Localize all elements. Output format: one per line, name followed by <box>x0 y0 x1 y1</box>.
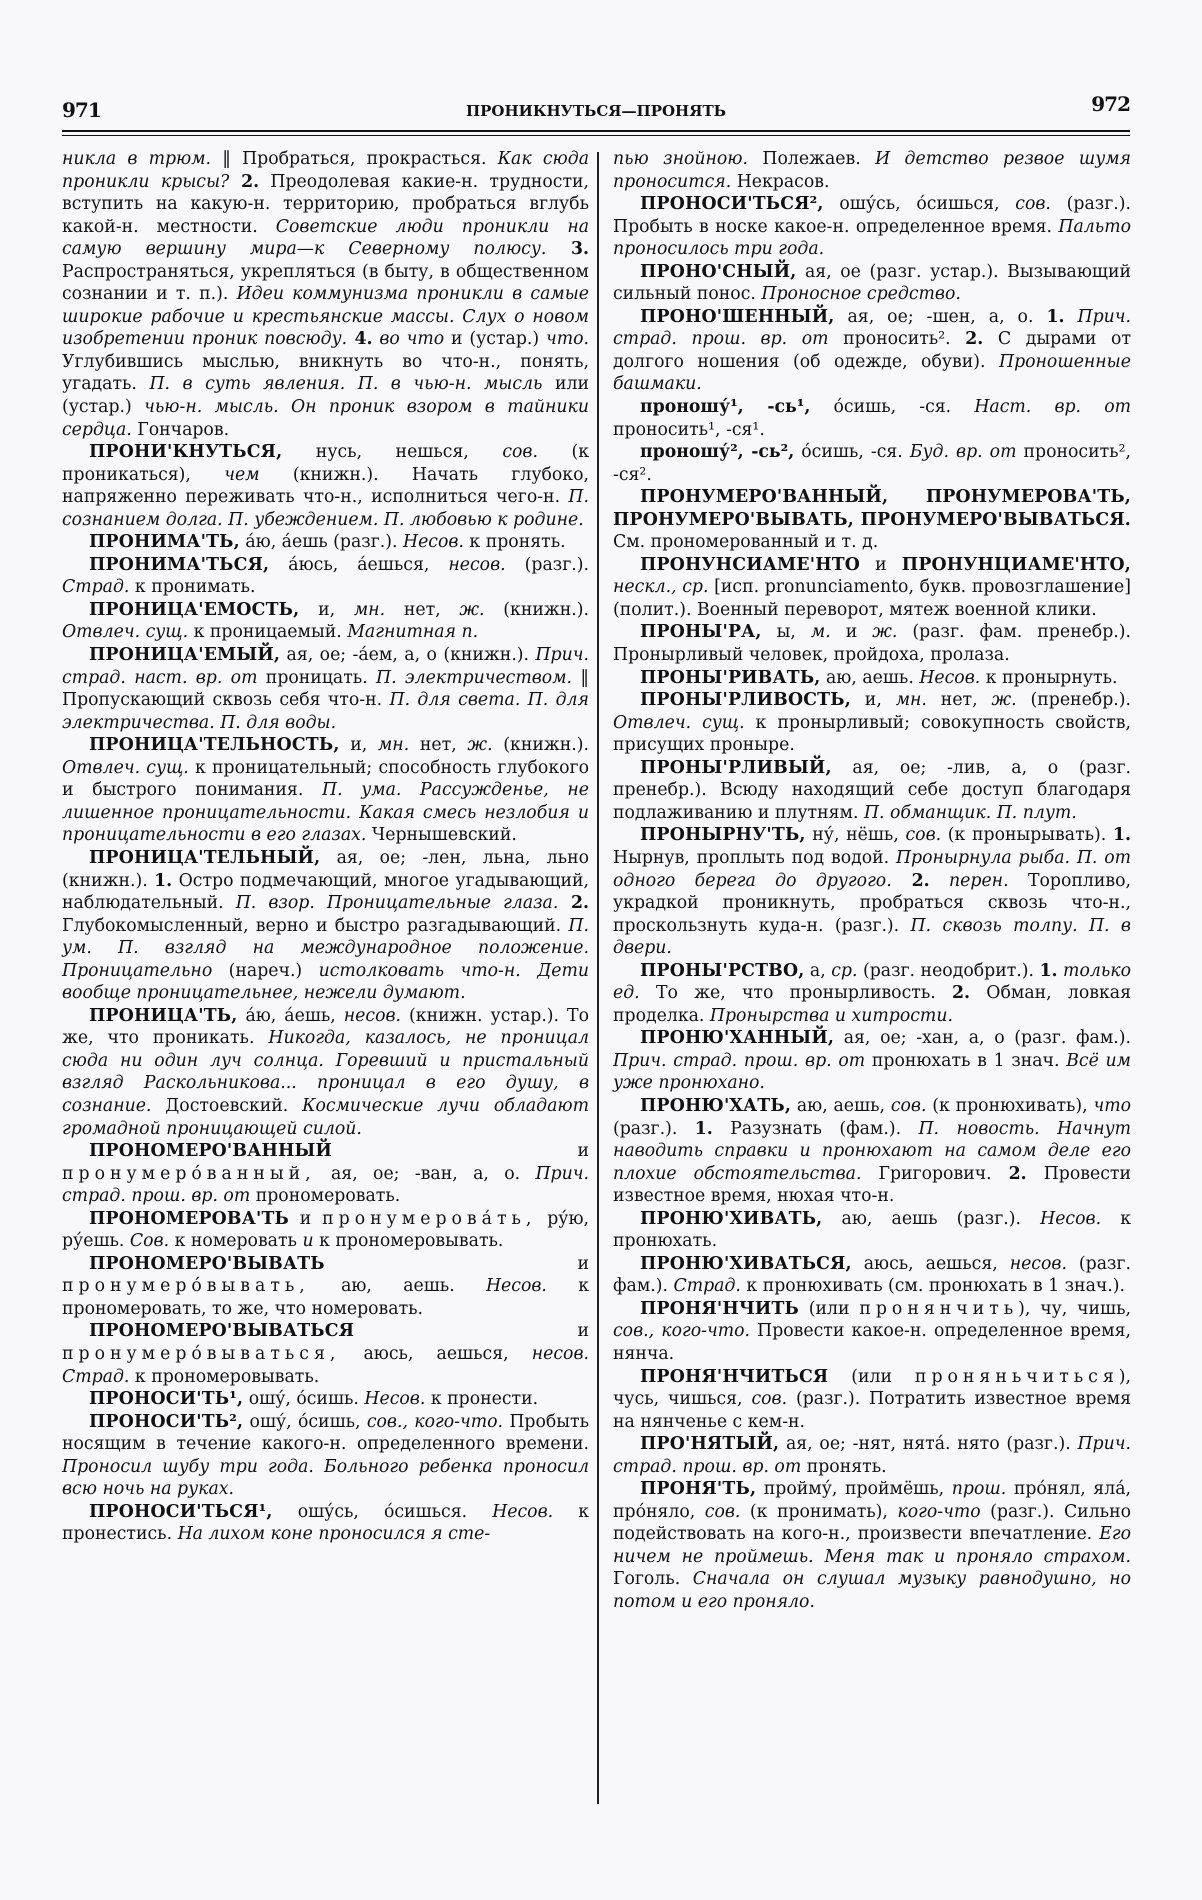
entry-text: прономеровать. <box>250 1186 401 1207</box>
headword: ПРОНУНСИАМЕ'НТО <box>640 554 861 575</box>
headword: ПРОНЫ'РЛИВЫЙ, <box>640 757 832 778</box>
dictionary-entry <box>613 621 1131 666</box>
entry-text: к проницаемый. <box>188 622 348 643</box>
entry-text: Глубокомысленный, верно и быстро разгадывающий. <box>62 915 569 936</box>
entry-text: к прономеровать, то же, что номеровать. <box>62 1276 590 1319</box>
dictionary-entry <box>62 1411 589 1501</box>
bold-text: 2. <box>558 893 589 914</box>
italic-text: Отвлеч. сущ. <box>62 757 189 778</box>
headword: ПРОНЯ'НЧИТЬ <box>640 1298 799 1319</box>
italic-text: сов. <box>890 1095 927 1116</box>
entry-text: ошу́сь, о́сишься, <box>823 194 1016 215</box>
page-number-right: 972 <box>1091 92 1130 116</box>
dictionary-entry <box>613 193 1131 261</box>
entry-text: (книжн.). Начать глубоко, напряженно переживать что-н., исполниться чего-н. <box>62 464 589 508</box>
entry-text: (к проникаться), <box>62 442 589 485</box>
entry-text: (разг.). Потратить известное время на нянченье с кем-н. <box>613 1389 1132 1432</box>
dictionary-entry <box>62 1320 589 1388</box>
headword: ПРОНОМЕРО'ВЫВАТЬ <box>89 1253 325 1274</box>
left-column <box>62 148 589 1546</box>
entry-text: Преодолевая какие-н. трудности, вступить на какую-н. территорию, пробраться вглубь какой-н. местности. <box>62 171 590 237</box>
entry-text: пронюхать в 1 знач. <box>865 1050 1067 1071</box>
entry-text: Полежаев. <box>747 149 876 169</box>
entry-text: (книжн.). <box>484 599 590 620</box>
headword: ПРОНО'ШЕННЫЙ, <box>640 306 835 327</box>
entry-text: нет, <box>385 599 460 620</box>
entry-text: ая, ое; -лен, льна, льно (книжн.). <box>62 847 589 891</box>
italic-text: сов., кого-что. <box>613 1321 750 1342</box>
italic-text: И детство резвое шумя проносится. <box>613 149 1131 192</box>
headword: ПРОНИ'КНУТЬСЯ, <box>89 442 283 463</box>
italic-text: Несов. <box>492 1501 554 1522</box>
running-head: ПРОНИКНУТЬСЯ—ПРОНЯТЬ <box>465 102 726 120</box>
dictionary-entry <box>613 1366 1131 1434</box>
italic-text: никла в трюм. <box>62 149 212 169</box>
italic-text: Прич. страд. прош. вр. от <box>613 1434 1131 1477</box>
spaced-variant: проняньчиться <box>914 1366 1119 1387</box>
italic-text: истолковать что-н. Дети вообще проницательнее, нежели думают. <box>62 960 589 1004</box>
dictionary-entry <box>62 644 589 734</box>
headword: ПРОНЯ'ТЬ, <box>640 1479 757 1500</box>
italic-text: Сов. <box>129 1231 170 1252</box>
italic-text: Несов. <box>919 667 981 688</box>
headword: ПРОНЮ'ХИВАТЬСЯ, <box>640 1253 852 1274</box>
entry-text: Провести какое-н. определенное время, нянча. <box>613 1321 1131 1364</box>
entry-text: То же, что пронырливость. <box>639 983 952 1004</box>
entry-text: проницать. <box>257 667 377 688</box>
dictionary-entry <box>613 689 1131 757</box>
entry-text: ая, ое (разг. устар.). Вызывающий сильный понос. <box>613 261 1131 305</box>
headword: ПРОНИМА'ТЬ, <box>89 532 240 553</box>
italic-text: сов. <box>751 1389 788 1410</box>
italic-text: Отвлеч. сущ. <box>62 622 189 643</box>
entry-text: и, <box>850 690 896 711</box>
headword: ПРОНЫ'РА, <box>640 622 762 643</box>
entry-text: о́сишь, -ся. <box>810 397 975 418</box>
italic-text: чем <box>224 464 260 485</box>
entry-text: аюсь, аешься, <box>340 1343 532 1364</box>
dictionary-entry <box>613 441 1131 486</box>
entry-text: и, <box>299 599 354 620</box>
entry-text: (разг. фам. пренебр.). Пронырливый человек, пройдоха, пролаза. <box>613 622 1132 666</box>
headword: ПРОНОСИ'ТЬ², <box>89 1411 244 1432</box>
dictionary-entry <box>62 1140 589 1208</box>
italic-text: Несов. <box>1040 1208 1102 1229</box>
italic-text: только ед. <box>613 960 1131 1004</box>
entry-text: ошу́сь, о́сишься. <box>272 1501 493 1522</box>
italic-text: П. для света. П. для электричества. П. для воды. <box>62 690 590 733</box>
headword: ПРОНИМА'ТЬСЯ, <box>89 554 270 575</box>
italic-text: и <box>302 1231 314 1252</box>
entry-text: (разг.). Сильно подействовать на кого-н., произвести впечатление. <box>613 1501 1131 1545</box>
italic-text: Никогда, казалось, не проницал сюда ни один луч солнца. Горевший и пристальный взгляд Раскольникова... проницал в его душу, в сознание. <box>62 1028 590 1116</box>
dictionary-entry <box>62 1208 589 1253</box>
entry-text: а́ю, а́ешь (разг.). <box>239 532 403 553</box>
entry-text: к прономеровывать. <box>313 1231 504 1252</box>
italic-text: П. взор. Проницательные глаза. <box>235 893 559 914</box>
italic-text: Буд. вр. от <box>909 442 1017 463</box>
italic-text: ж. <box>991 690 1017 711</box>
entry-text: проносить². <box>828 329 966 350</box>
entry-text: ‖ Пропускающий сквозь себя что-н. <box>62 667 589 711</box>
headword: ПРОНЫ'РСТВО, <box>640 960 805 981</box>
headword: ПРОНО'СНЫЙ, <box>640 261 797 282</box>
entry-text: аю, аешь. <box>309 1276 486 1297</box>
dictionary-entry <box>613 306 1131 396</box>
dictionary-entry <box>62 1388 589 1411</box>
dictionary-entry <box>613 667 1131 690</box>
dictionary-entry <box>62 1005 589 1140</box>
entry-text: к пронюхивать (см. пронюхать в 1 знач.). <box>740 1276 1126 1297</box>
entry-text: к пронестись. <box>62 1501 589 1545</box>
italic-text: пью знойною. <box>613 149 748 169</box>
headword: ПРОНЫ'РИВАТЬ, <box>640 667 821 688</box>
entry-text: про́нял, яла́, про́няло, <box>613 1479 1131 1522</box>
bold-text: 3. <box>546 239 589 260</box>
entry-text: а, <box>804 960 832 981</box>
dictionary-entry <box>62 1501 589 1546</box>
entry-text: и <box>354 1321 589 1342</box>
dictionary-entry <box>62 441 589 531</box>
italic-text: Пронырства и хитрости. <box>709 1005 953 1026</box>
headword: ПРОНУНЦИАМЕ'НТО, <box>901 554 1131 575</box>
italic-text: П. обманщик. П. плут. <box>863 802 1077 823</box>
entry-text: (разг.). <box>613 1118 695 1139</box>
entry-text: (разг.). <box>505 554 589 575</box>
entry-text: С дырами от долгого ношения (об одежде, обуви). <box>613 329 1131 372</box>
dictionary-entry <box>613 1095 1131 1208</box>
entry-text: или (устар.) <box>62 374 589 418</box>
italic-text: сов. <box>1015 194 1051 215</box>
italic-text: Космические лучи обладают громадной проницающей силой. <box>62 1095 589 1139</box>
headword: ПРОНИЦА'ТЕЛЬНЫЙ, <box>89 847 321 868</box>
entry-text: ), чусь, чишься, <box>613 1366 1131 1410</box>
dictionary-entry <box>613 396 1131 441</box>
entry-text: ру́ю, ру́ешь. <box>62 1208 589 1252</box>
italic-text: м. <box>810 622 831 643</box>
entry-text: [исп. pronunciamento, букв. провозглашение] (полит.). Военный переворот, мятеж военной клики. <box>613 577 1132 620</box>
entry-text: к пронырливый; совокупность свойств, присущих проныре. <box>613 712 1131 756</box>
entry-text: к пронести. <box>425 1389 539 1410</box>
entry-text: аю, аешь. <box>820 667 920 688</box>
entry-text: Пробыть носящим в течение какого-н. определенного времени. <box>62 1411 589 1455</box>
dictionary-entry <box>62 599 589 644</box>
bold-text: 2. <box>952 983 971 1004</box>
entry-text: ну́, нёшь, <box>805 825 906 846</box>
entry-text: ая, ое; -ван, а, о. <box>315 1163 536 1184</box>
italic-text: Страд. <box>62 577 130 598</box>
italic-text: Прич. страд. прош. вр. от <box>62 1163 589 1207</box>
entry-text: и, <box>339 735 378 756</box>
italic-text: мн. <box>353 599 386 620</box>
italic-text: Несов. <box>364 1389 426 1410</box>
italic-text: П. новость. Начнут наводить справки и пронюхают на самом деле его плохие обстоятельства. <box>613 1118 1131 1184</box>
entry-text: Чернышевский. <box>366 825 517 846</box>
bold-text: проношу́¹, -сь¹, <box>640 397 811 418</box>
dictionary-entry <box>613 824 1131 959</box>
headword: ПРОНЮ'ХАННЫЙ, <box>640 1028 835 1049</box>
entry-text: Достоевский. <box>151 1095 303 1116</box>
headword: ПРОНОСИ'ТЬСЯ¹, <box>89 1501 273 1522</box>
headword: ПРОНИЦА'ТЕЛЬНОСТЬ, <box>89 735 340 756</box>
entry-text: и <box>860 554 902 575</box>
entry-text: (к пронюхивать), <box>926 1095 1094 1116</box>
entry-text: (к пронимать), <box>740 1501 898 1522</box>
italic-text: Его ничем не проймешь. Меня так и проняло страхом. <box>613 1524 1131 1567</box>
dictionary-entry <box>613 1253 1131 1298</box>
bold-text: 4. <box>347 329 373 350</box>
headword: ПРОНОСИ'ТЬСЯ², <box>640 194 824 215</box>
entry-text: См. прономерованный и т. д. <box>613 532 879 553</box>
headword: ПРО'НЯТЫЙ, <box>640 1434 780 1455</box>
entry-text: аю, аешь (разг.). <box>822 1208 1041 1229</box>
headword: ПРОНЮ'ХАТЬ, <box>640 1095 792 1116</box>
entry-text: ая, ое; -хан, а, о (разг. фам.). <box>834 1028 1131 1049</box>
spaced-variant: пронянчить <box>859 1298 1019 1319</box>
entry-text: аюсь, аешься, <box>851 1253 1010 1274</box>
entry-text: проносить², -ся². <box>613 442 1132 485</box>
entry-text: Остро подмечающий, многое угадывающий, наблюдательный. <box>62 870 590 914</box>
entry-text: Обман, ловкая проделка. <box>613 983 1132 1026</box>
entry-text: нет, <box>409 735 468 756</box>
headword: ПРОНИЦА'ЕМОСТЬ, <box>89 599 300 620</box>
dictionary-entry <box>62 1253 589 1321</box>
bold-text: 2. <box>965 329 984 350</box>
spaced-variant: пронумеро́вываться, <box>62 1343 341 1364</box>
italic-text: Несов. <box>403 532 464 553</box>
italic-text: П. сквозь толпу. П. в двери. <box>613 915 1131 959</box>
dictionary-entry <box>613 1433 1131 1478</box>
dictionary-entry <box>613 757 1131 825</box>
spaced-variant: пронумерова́ть, <box>322 1208 537 1229</box>
entry-text: (разг.). Пробыть в носке какое-н. определенное время. <box>613 194 1131 237</box>
dictionary-entry <box>62 554 589 599</box>
italic-text: прош. <box>951 1479 1007 1500</box>
entry-text: к номеровать <box>169 1231 303 1252</box>
header-rule-thin <box>62 135 1130 136</box>
page-header <box>62 92 1130 122</box>
italic-text: Пронырнула рыба. П. от одного берега до другого. <box>613 847 1131 891</box>
dictionary-entry <box>613 1298 1131 1366</box>
dictionary-entry <box>62 847 589 1005</box>
entry-text: а́ю, а́ешь, <box>237 1005 344 1026</box>
entry-text: ая, ое; -шен, а, о. <box>834 306 1047 327</box>
headword: ПРОНОМЕРОВА'ТЬ <box>89 1208 289 1229</box>
italic-text: несов. <box>448 554 506 575</box>
entry-text: ), чу, чишь, <box>1018 1298 1131 1319</box>
italic-text: что. <box>545 329 589 350</box>
bold-text: 2. <box>891 870 930 891</box>
bold-text: 1. <box>1039 960 1058 981</box>
headword: ПРОНОСИ'ТЬ¹, <box>89 1389 244 1410</box>
header-rule <box>62 130 1130 132</box>
bold-text: 1. <box>694 1118 713 1139</box>
entry-text: (разг. фам.). <box>613 1253 1131 1297</box>
italic-text: перен. <box>929 870 1009 891</box>
headword: ПРОНУМЕРО'ВАННЫЙ, ПРОНУМЕРОВА'ТЬ, ПРОНУМЕРО'ВЫВАТЬ, ПРОНУМЕРО'ВЫВАТЬСЯ. <box>613 487 1131 530</box>
italic-text: ср. <box>831 960 858 981</box>
headword: ПРОНОМЕРО'ВЫВАТЬСЯ <box>89 1321 355 1342</box>
headword: ПРОНЫРНУ'ТЬ, <box>640 825 806 846</box>
italic-text: Прич. страд. наст. вр. от <box>62 645 589 688</box>
entry-text: (к пронырывать). <box>941 825 1113 846</box>
entry-text: нусь, нешься, <box>282 442 503 463</box>
entry-text: (книжн.). <box>492 735 589 756</box>
entry-text: и <box>289 1208 323 1229</box>
italic-text: П. электричеством. <box>376 667 573 688</box>
entry-text: (или <box>798 1298 860 1319</box>
entry-text: к проницательный; способность глубокого и быстрого понимания. <box>62 757 589 801</box>
dictionary-entry <box>62 531 589 554</box>
entry-text: к пронять. <box>463 532 566 553</box>
entry-text: Некрасов. <box>731 171 830 192</box>
entry-text: и (устар.) <box>444 329 546 350</box>
dictionary-entry <box>613 1208 1131 1253</box>
column-divider <box>597 152 599 1804</box>
headword: ПРОНИЦА'ТЬ, <box>89 1005 238 1026</box>
italic-text: Советские люди проникли на самую вершину мира—к Северному полюсу. <box>62 216 590 260</box>
italic-text: Несов. <box>485 1276 547 1297</box>
entry-text: Гончаров. <box>131 419 230 440</box>
entry-text: Распространяться, укрепляться (в быту, в общественном сознании и т. п.). <box>62 261 589 305</box>
headword: ПРОНЯ'НЧИТЬСЯ <box>640 1366 829 1387</box>
entry-text: к пронюхать. <box>613 1208 1132 1252</box>
dictionary-entry <box>62 734 589 847</box>
spaced-variant: пронумеро́вывать, <box>62 1276 310 1297</box>
italic-text: Наст. вр. от <box>974 397 1132 418</box>
headword: ПРОНЮ'ХИВАТЬ, <box>640 1208 823 1229</box>
bold-text: 1. <box>154 870 173 891</box>
italic-text: Идеи коммунизма проникли в самые широкие рабочие и крестьянские массы. Слух о новом изобретении проник повсюду. <box>62 284 589 350</box>
italic-text: нескл., ср. <box>613 577 709 598</box>
headword: ПРОНИЦА'ЕМЫЙ, <box>89 645 281 666</box>
bold-text: 2. <box>229 171 260 192</box>
bold-text: 1. <box>1112 825 1131 846</box>
entry-text: пройму́, проймёшь, <box>756 1479 952 1500</box>
entry-text: к пронырнуть. <box>980 667 1118 688</box>
italic-text: ж. <box>467 735 493 756</box>
italic-text: Прич. страд. прош. вр. от <box>613 306 1131 350</box>
italic-text: ж. <box>459 599 485 620</box>
dictionary-entry <box>613 960 1131 1028</box>
italic-text: Как сюда проникли крысы? <box>62 149 590 192</box>
entry-text: к пронимать. <box>129 577 256 598</box>
entry-text: ‖ Пробраться, прокрасться. <box>211 149 498 169</box>
italic-text: Всё им уже пронюхано. <box>613 1050 1131 1094</box>
entry-text: Торопливо, украдкой проникнуть, пробраться сквозь что-н., проскользнуть куда-н. (разг.). <box>613 870 1131 936</box>
italic-text: Отвлеч. сущ. <box>613 712 745 733</box>
italic-text: П. ума. Рассужденье, не лишенное проницательности. Какая смесь незлобия и проницательности в его глазах. <box>62 780 589 846</box>
entry-continuation <box>613 148 1131 193</box>
italic-text: сов., кого-что. <box>366 1411 504 1432</box>
entry-text: Гоголь. <box>613 1569 693 1590</box>
entry-text: ая, ое; -лив, а, о (разг. пренебр.). Всюду находящий себе доступ благодаря подлаживанию и плутням. <box>613 757 1131 823</box>
entry-text: ая, ое; -нят, нята́. нято (разг.). <box>779 1434 1078 1455</box>
italic-text: что <box>1093 1095 1131 1116</box>
italic-text: несов. Страд. <box>62 1343 589 1387</box>
italic-text: Проносное средство. <box>761 284 961 305</box>
bold-text: 2. <box>1008 1163 1027 1184</box>
dictionary-entry <box>613 1027 1131 1095</box>
headword: ПРОНЫ'РЛИВОСТЬ, <box>640 690 851 711</box>
entry-text: (или <box>828 1366 915 1387</box>
italic-text: Прич. страд. прош. вр. от <box>613 1050 866 1071</box>
italic-text: несов. <box>343 1005 402 1026</box>
spaced-variant: пронумеро́ванный, <box>62 1163 316 1184</box>
entry-text: (нареч.) <box>212 960 319 981</box>
italic-text: Проносил шубу три года. Больного ребенка проносил всю ночь на руках. <box>62 1456 589 1500</box>
bold-text: проношу́², -сь², <box>640 442 795 463</box>
entry-text: и <box>332 1141 589 1162</box>
italic-text: мн. <box>377 735 410 756</box>
italic-text: мн. <box>895 690 927 711</box>
dictionary-entry <box>613 261 1131 306</box>
bold-text: 1. <box>1046 306 1065 327</box>
entry-text: проносить¹, -ся¹. <box>613 419 765 440</box>
italic-text: во что <box>372 329 445 350</box>
entry-text: нет, <box>926 690 992 711</box>
entry-text: ы, <box>761 622 811 643</box>
entry-text: о́сишь, -ся. <box>794 442 910 463</box>
italic-text: чью-н. мысль. Он проник взором в тайники сердца. <box>62 397 589 440</box>
italic-text: Страд. <box>673 1276 741 1297</box>
entry-text: (книжн. устар.). То же, что проникать. <box>62 1005 589 1049</box>
entry-text: Провести известное время, нюхая что-н. <box>613 1163 1131 1207</box>
italic-text: Проношенные башмаки. <box>613 351 1131 395</box>
entry-text: и <box>324 1253 589 1274</box>
italic-text: ж. <box>872 622 898 643</box>
entry-text: а́юсь, а́ешься, <box>269 554 449 575</box>
entry-text: ошу́, о́сишь. <box>243 1389 365 1410</box>
entry-text: Углубившись мыслью, вникнуть во что-н., понять, угадать. <box>62 351 589 395</box>
dictionary-entry <box>613 554 1131 622</box>
italic-text: П. ум. П. взгляд на международное положение. Проницательно <box>62 915 589 981</box>
italic-text: Сначала он слушал музыку равнодушно, но потом и его проняло. <box>613 1569 1131 1612</box>
italic-text: На лихом коне проносился я сте- <box>177 1524 491 1545</box>
entry-text: Григорович. <box>861 1163 1009 1184</box>
entry-text: пронять. <box>801 1456 887 1477</box>
italic-text: сов. <box>502 442 538 463</box>
headword: ПРОНОМЕРО'ВАННЫЙ <box>89 1141 333 1162</box>
right-column <box>613 148 1131 1614</box>
entry-text: Разузнать (фам.). <box>712 1118 919 1139</box>
italic-text: П. сознанием долга. П. убеждением. П. любовью к родине. <box>62 487 589 530</box>
italic-text: П. в суть явления. П. в чью-н. мысль <box>149 374 543 395</box>
italic-text: несов. <box>1009 1253 1067 1274</box>
dictionary-entry <box>613 486 1131 554</box>
entry-text: и <box>830 622 873 643</box>
italic-text: Пальто проносилось три года. <box>613 216 1131 260</box>
entry-text: (разг. неодобрит.). <box>857 960 1040 981</box>
dictionary-entry <box>613 1478 1131 1613</box>
entry-text: Нырнув, проплыть под водой. <box>613 847 896 868</box>
entry-text: ошу́, о́сишь, <box>243 1411 367 1432</box>
italic-text: Магнитная п. <box>347 622 479 643</box>
entry-text: ая, ое; -а́ем, а, о (книжн.). <box>280 645 536 666</box>
page-number-left: 971 <box>62 98 101 122</box>
entry-text: к прономеровывать. <box>129 1366 320 1387</box>
entry-continuation <box>62 148 589 441</box>
italic-text: сов. <box>704 1501 741 1522</box>
italic-text: сов. <box>905 825 942 846</box>
entry-text: аю, аешь, <box>791 1095 891 1116</box>
italic-text: кого-что <box>897 1501 981 1522</box>
entry-text: (пренебр.). <box>1016 690 1131 711</box>
